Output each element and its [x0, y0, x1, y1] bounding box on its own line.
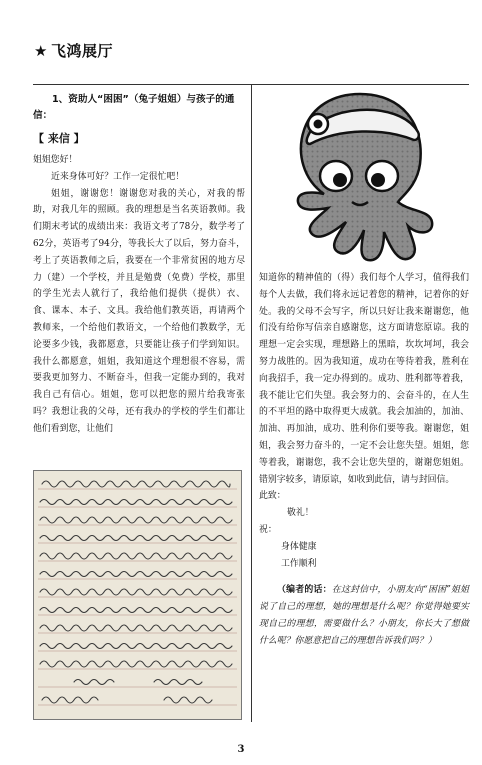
- letter-paragraph-1: 近来身体可好？工作一定很忙吧！: [51, 171, 185, 182]
- letter-greeting: 姐姐您好！: [33, 155, 78, 165]
- closing-cizhi: 此致：: [259, 491, 286, 502]
- editor-note: [259, 582, 469, 649]
- title-text: 飞鸿展厅: [50, 42, 113, 60]
- left-column: [33, 92, 245, 438]
- closing-wish-2: 工作顺利: [281, 558, 317, 569]
- page-number: 3: [237, 744, 245, 755]
- star-icon: ★: [34, 42, 48, 60]
- letter-paragraph-2: 姐姐，谢谢您！谢谢您对我的关心，对我的帮助，对我几年的照顾。我的理想是当名英语教师。我们期末考试的成绩出来：我语文考了78分，数学考了62分，英语考了94分，等我长大了以后，努力奋斗，考上了英语教师之后，我要在一个非常贫困的地方尽力（建）一个学校，并且是勉费（免费）学校，那里的学生光去人就行了，我给他们提供（提供）衣、食、课本、本子、文具。我给他们教英语，再请两个教师来，一个给他们教语文，一个给他们教数学，无论要多少钱，我都愿意，只要能让孩子们学到知识。我什么都愿意，姐姐，我知道这个理想很不容易，需要我更加努力、不断奋斗，但我一定能办到的，我对我自己有信心。姐姐，您可以把您的照片给我寄张吗？我想让我的父母，还有我办的学校的学生们都让他们看到您，让他们: [33, 188, 245, 434]
- column-divider: [251, 84, 252, 722]
- closing-salute: 敬礼！: [287, 508, 314, 519]
- closing-wish-1: 身体健康: [281, 541, 317, 552]
- letter-closing: [259, 488, 469, 572]
- section-label: 【 来信 】: [33, 132, 85, 145]
- editor-note-text: 在这封信中，小朋友向“困困”姐姐说了自己的理想，她的理想是什么呢？你觉得她要实现自己的理想，需要做什么？小朋友，你长大了想做什么呢？你愿意把自己的理想告诉我们吗？）: [259, 585, 470, 646]
- letter-subject: 1、资助人“困困”（兔子姐姐）与孩子的通信：: [33, 94, 235, 121]
- letter-body-left: [33, 152, 245, 438]
- right-column: [259, 270, 469, 650]
- octopus-illustration: [280, 84, 440, 266]
- closing-zhu: 祝：: [259, 524, 277, 535]
- handwritten-letter-image: [33, 470, 242, 720]
- page-title: [34, 40, 113, 61]
- handwritten-scan-illustration: [34, 471, 241, 719]
- letter-paragraph-3: 知道你的精神值的（得）我们每个人学习，值得我们每个人去做，我们将永远记着您的精神，记着你的好处。我的父母不会写字，所以只好让我来谢谢您，他们没有给你写信亲自感谢您，这方面请您原谅。我的理想一定会实现，理想路上的黑暗，坎坎坷坷，我会努力战胜的。因为我知道，成功在等待着我，胜利在向我招手，我一定办得到的。成功、胜利都等着我，我不能让它们失望。我会努力的、会奋斗的，在人生的不平坦的路中取得更大成就。我会加油的，加油、加油、再加油，成功、胜利你们要等我。谢谢您，姐姐，我会努力奋斗的，一定不会让您失望。姐姐，您等着我，谢谢您，我不会让您失望的，谢谢您姐姐。错别字较多，请原谅，如收到此信，请与封回信。: [259, 273, 469, 485]
- editor-note-label: （编者的话：: [277, 585, 332, 596]
